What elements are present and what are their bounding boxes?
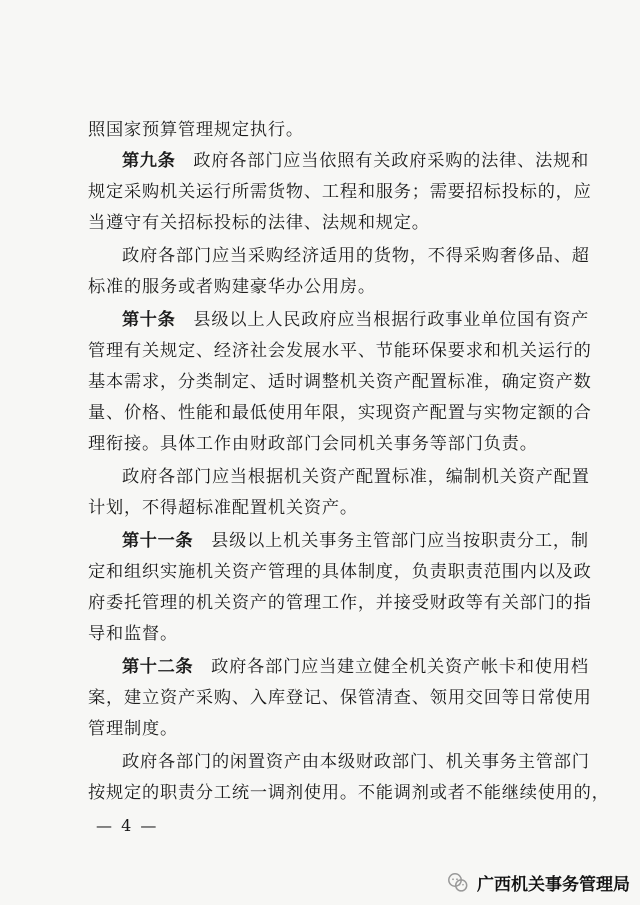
text-line-content: 按规定的职责分工统一调剂使用。不能调剂或者不能继续使用的， xyxy=(88,783,610,803)
text-line xyxy=(88,398,592,429)
article-12-line xyxy=(88,652,588,683)
article-10-line xyxy=(88,305,588,336)
text-line-content: 基本需求，分类制定、适时调整机关资产配置标准，确定资产数 xyxy=(88,372,592,392)
text-line xyxy=(88,619,588,650)
source-watermark xyxy=(446,870,630,895)
text-line-content: 照国家预算管理规定执行。 xyxy=(88,120,304,140)
text-line xyxy=(88,588,592,619)
article-12-title: 第十二条 xyxy=(122,657,194,677)
text-line xyxy=(88,115,588,146)
text-line xyxy=(88,272,588,303)
text-line-content: 当遵守有关招标投标的法律、法规和规定。 xyxy=(88,213,430,233)
page-number: — 4 — xyxy=(96,816,159,835)
text-line-content: 理衔接。具体工作由财政部门会同机关事务等部门负责。 xyxy=(88,434,538,454)
paragraph-text: 政府各部门应当根据机关资产配置标准，编制机关资产配置 xyxy=(122,467,590,487)
text-line xyxy=(88,778,610,809)
paragraph-line xyxy=(88,241,588,272)
article-11-title: 第十一条 xyxy=(122,531,194,551)
paragraph-text: 政府各部门应当采购经济适用的货物，不得采购奢侈品、超 xyxy=(122,246,590,266)
text-line xyxy=(88,683,592,714)
paragraph-line xyxy=(88,747,588,778)
text-line-content: 管理制度。 xyxy=(88,719,178,739)
text-line xyxy=(88,429,588,460)
text-line xyxy=(88,367,592,398)
text-line-content: 管理有关规定、经济社会发展水平、节能环保要求和机关运行的 xyxy=(88,341,592,361)
article-9-title: 第九条 xyxy=(122,151,176,171)
article-9-line xyxy=(88,146,588,177)
text-line xyxy=(88,336,592,367)
text-line xyxy=(88,714,588,745)
article-11-line xyxy=(88,526,588,557)
text-line-content: 规定采购机关运行所需货物、工程和服务；需要招标投标的，应 xyxy=(88,182,592,202)
text-line xyxy=(88,493,588,524)
text-line-content: 量、价格、性能和最低使用年限，实现资产配置与实物定额的合 xyxy=(88,403,592,423)
paragraph-text: 政府各部门的闲置资产由本级财政部门、机关事务主管部门 xyxy=(122,752,590,772)
text-line-content: 标准的服务或者购建豪华办公用房。 xyxy=(88,277,376,297)
text-line-content: 案，建立资产采购、入库登记、保管清查、领用交回等日常使用 xyxy=(88,688,592,708)
paragraph-line xyxy=(88,462,588,493)
text-line xyxy=(88,208,588,239)
wechat-icon xyxy=(446,871,470,895)
text-line-content: 计划，不得超标准配置机关资产。 xyxy=(88,498,358,518)
text-line xyxy=(88,557,592,588)
text-line-content: 定和组织实施机关资产管理的具体制度，负责职责范围内以及政 xyxy=(88,562,592,582)
article-9-text: 政府各部门应当依照有关政府采购的法律、法规和 xyxy=(175,151,590,171)
article-10-title: 第十条 xyxy=(122,310,176,330)
text-line-content: 导和监督。 xyxy=(88,624,178,644)
article-10-text: 县级以上人民政府应当根据行政事业单位国有资产 xyxy=(175,310,590,330)
article-11-text: 县级以上机关事务主管部门应当按职责分工，制 xyxy=(193,531,589,551)
watermark-label: 广西机关事务管理局 xyxy=(477,875,630,895)
text-line-content: 府委托管理的机关资产的管理工作，并接受财政等有关部门的指 xyxy=(88,593,592,613)
document-body xyxy=(88,115,610,809)
text-line xyxy=(88,177,592,208)
article-12-text: 政府各部门应当建立健全机关资产帐卡和使用档 xyxy=(193,657,589,677)
